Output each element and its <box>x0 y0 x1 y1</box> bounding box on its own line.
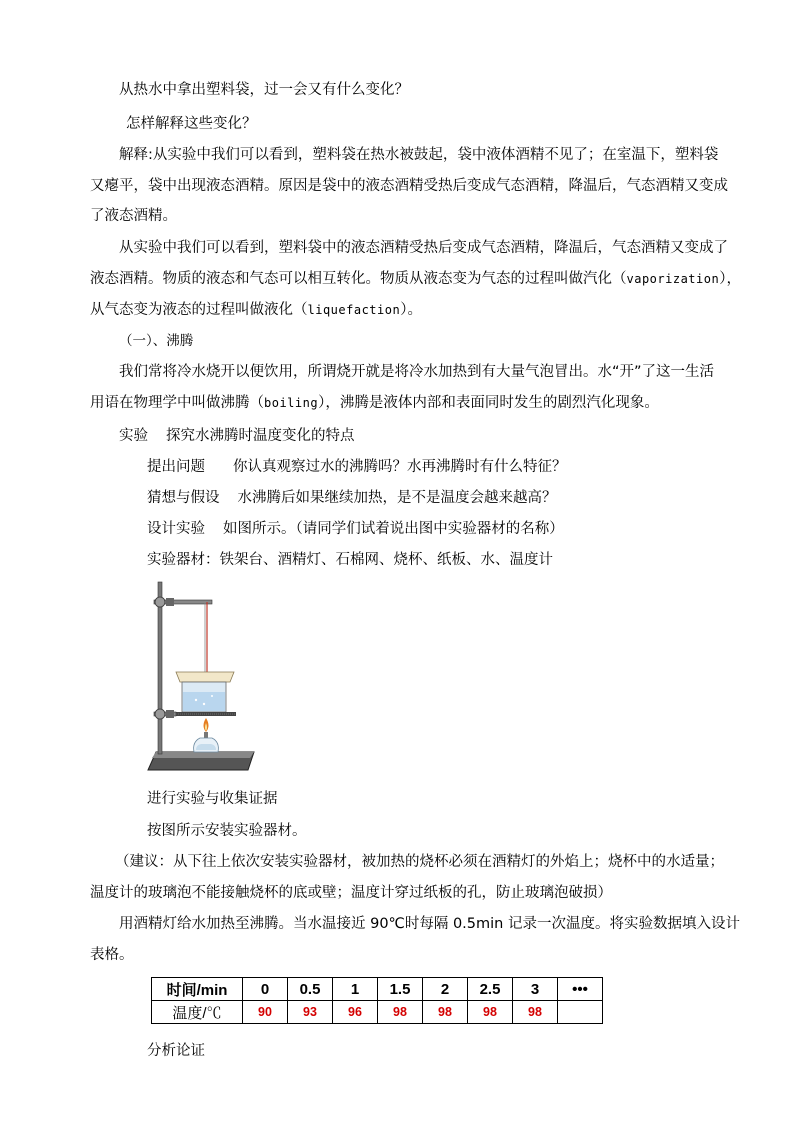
step-ask-text: 你认真观察过水的沸腾吗？水再沸腾时有什么特征？ <box>233 459 567 475</box>
step-hypothesis-label: 猜想与假设 <box>147 490 220 506</box>
term-boiling: boiling <box>264 396 319 410</box>
step-design-text: 如图所示。（请同学们试着说出图中实验器材的名称） <box>223 521 564 537</box>
advice-line-2: 温度计的玻璃泡不能接触烧杯的底或壁；温度计穿过纸板的孔，防止玻璃泡破损） <box>90 885 612 901</box>
conclusion-line-3 <box>90 300 422 320</box>
table-header-time: 时间/min <box>152 978 243 1001</box>
table-row-time <box>152 978 603 1001</box>
table-cell: 98 <box>378 1001 423 1024</box>
step-design <box>147 519 564 539</box>
table-row-temperature <box>152 1001 603 1024</box>
conclusion-line-2 <box>90 269 741 289</box>
table-cell: 98 <box>423 1001 468 1024</box>
question-line-2: 怎样解释这些变化？ <box>126 116 257 132</box>
question-line-1: 从热水中拿出塑料袋，过一会又有什么变化？ <box>119 82 409 98</box>
step-hypothesis-text: 水沸腾后如果继续加热，是不是温度会越来越高？ <box>237 490 557 506</box>
table-cell: 98 <box>468 1001 513 1024</box>
section-heading: （一）、沸腾 <box>119 333 194 349</box>
equipment-list: 实验器材：铁架台、酒精灯、石棉网、烧杯、纸板、水、温度计 <box>147 552 553 568</box>
explanation-line-2: 又瘪平，袋中出现液态酒精。原因是袋中的液态酒精受热后变成气态酒精，降温后，气态酒精又变成 <box>90 178 728 194</box>
table-cell: 1 <box>333 978 378 1001</box>
heating-line-2: 表格。 <box>90 947 134 963</box>
step-hypothesis <box>147 488 557 508</box>
term-liquefaction: liquefaction <box>307 303 401 317</box>
conclusion-text: 液态酒精。物质的液态和气态可以相互转化。物质从液态变为气态的过程叫做汽化（ <box>90 271 627 287</box>
table-cell: 2 <box>423 978 468 1001</box>
explanation-line-1: 解释:从实验中我们可以看到，塑料袋在热水被鼓起，袋中液体酒精不见了；在室温下，塑料袋 <box>119 147 719 163</box>
table-cell: 3 <box>513 978 558 1001</box>
install-text: 按图所示安装实验器材。 <box>147 823 307 839</box>
table-cell: 98 <box>513 1001 558 1024</box>
analysis-heading: 分析论证 <box>147 1043 205 1059</box>
advice-line-1: （建议：从下往上依次安装实验器材，被加热的烧杯必须在酒精灯的外焰上；烧杯中的水适量； <box>115 854 724 870</box>
conclusion-text-end: ）， <box>719 271 741 287</box>
table-cell: 0.5 <box>288 978 333 1001</box>
table-cell: 1.5 <box>378 978 423 1001</box>
table-cell <box>558 1001 603 1024</box>
table-cell: 90 <box>243 1001 288 1024</box>
table-cell: 96 <box>333 1001 378 1024</box>
boiling-line-2 <box>90 393 659 413</box>
table-cell: 93 <box>288 1001 333 1024</box>
boiling-text: 用语在物理学中叫做沸腾（ <box>90 395 264 411</box>
table-cell: 2.5 <box>468 978 513 1001</box>
conclusion-line-1: 从实验中我们可以看到，塑料袋中的液态酒精受热后变成气态酒精，降温后，气态酒精又变成了 <box>119 240 728 256</box>
step-ask-label: 提出问题 <box>147 459 205 475</box>
explanation-line-3: 了液态酒精。 <box>90 208 177 224</box>
term-vaporization: vaporization <box>626 272 720 286</box>
table-cell: ••• <box>558 978 603 1001</box>
step-ask <box>147 457 567 477</box>
conduct-heading: 进行实验与收集证据 <box>147 791 278 807</box>
boiling-line-1: 我们常将冷水烧开以便饮用，所谓烧开就是将冷水加热到有大量气泡冒出。水“开”了这一生活 <box>119 364 715 380</box>
conclusion-text: 从气态变为液态的过程叫做液化（ <box>90 302 308 318</box>
temperature-table <box>151 977 603 1024</box>
heating-line-1: 用酒精灯给水加热至沸腾。当水温接近 90℃时每隔 0.5min 记录一次温度。将实验数据填入设计 <box>119 916 740 932</box>
table-cell: 0 <box>243 978 288 1001</box>
boiling-text-end: ），沸腾是液体内部和表面同时发生的剧烈汽化现象。 <box>318 395 659 411</box>
experiment-title: 探究水沸腾时温度变化的特点 <box>166 428 355 444</box>
step-design-label: 设计实验 <box>147 521 205 537</box>
experiment-label: 实验 <box>119 428 148 444</box>
experiment-heading <box>119 426 355 446</box>
experiment-apparatus-icon <box>146 580 256 778</box>
table-header-temperature: 温度/℃ <box>152 1001 243 1024</box>
conclusion-text-end: ）。 <box>400 302 422 318</box>
